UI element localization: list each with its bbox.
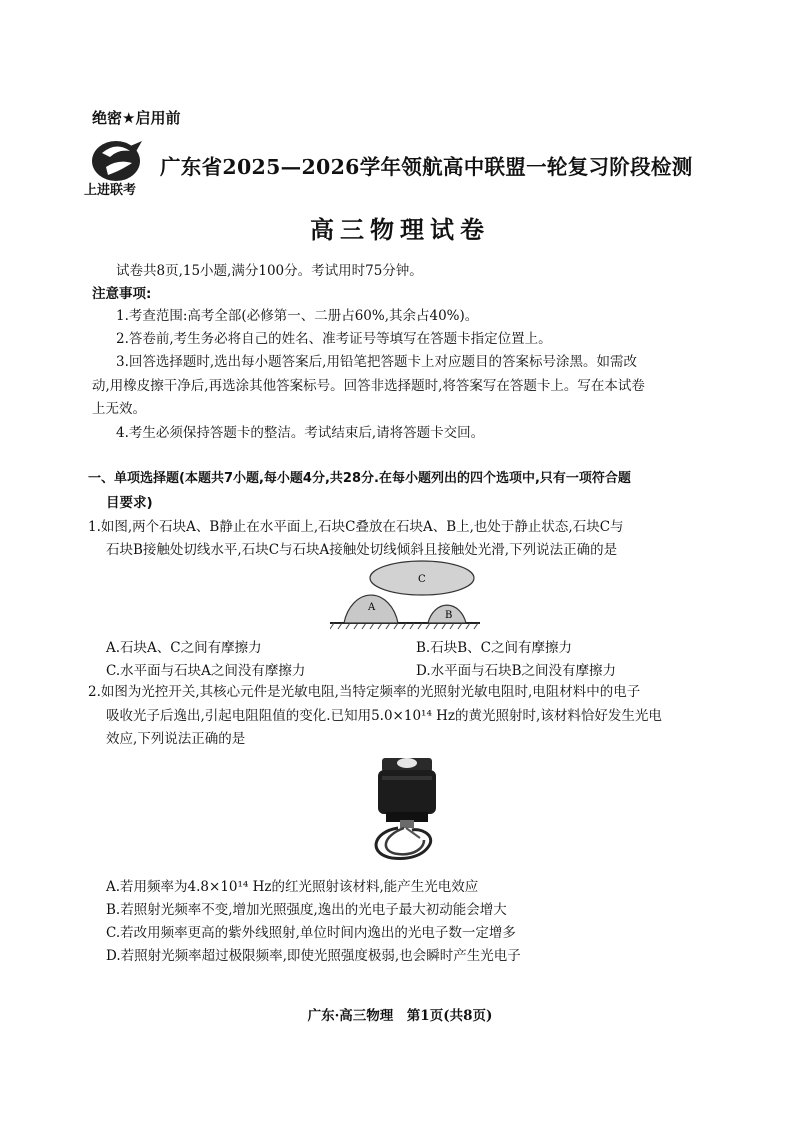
logo-text: 上进联考	[84, 183, 137, 198]
note-1: 1.考查范围:高考全部(必修第一、二册占60%,其余占40%)。	[116, 308, 479, 324]
note-4: 4.考生必须保持答题卡的整洁。考试结束后,请将答题卡交回。	[116, 425, 485, 441]
page-footer: 广东·高三物理 第1页(共8页)	[307, 1008, 493, 1024]
note-2: 2.答卷前,考生务必将自己的姓名、准考证号等填写在答题卡指定位置上。	[116, 331, 552, 347]
light-switch-photo	[368, 758, 448, 863]
q1-stem-cont: 石块B接触处切线水平,石块C与石块A接触处切线倾斜且接触处光滑,下列说法正确的是	[106, 542, 618, 558]
note-3: 3.回答选择题时,选出每小题答案后,用铅笔把答题卡上对应题目的答案标号涂黑。如需改	[116, 354, 637, 370]
q1-stem: 1.如图,两个石块A、B静止在水平面上,石块C叠放在石块A、B上,也处于静止状态,石块C与	[88, 519, 624, 535]
q1-option-b: B.石块B、C之间有摩擦力	[416, 640, 572, 656]
q1-stones-figure	[330, 560, 480, 632]
note-3-cont: 动,用橡皮擦干净后,再选涂其他答案标号。回答非选择题时,将答案写在答题卡上。写在本试卷	[92, 378, 645, 394]
q2-option-a: A.若用频率为4.8×10¹⁴ Hz的红光照射该材料,能产生光电效应	[106, 879, 479, 895]
label-b: B	[445, 610, 453, 621]
q2-option-d: D.若照射光频率超过极限频率,即使光照强度极弱,也会瞬时产生光电子	[106, 948, 521, 964]
section-heading: 一、单项选择题(本题共7小题,每小题4分,共28分.在每小题列出的四个选项中,只有一项符合题	[88, 471, 631, 486]
notes-heading: 注意事项:	[92, 286, 152, 302]
exam-title: 广东省2025—2026学年领航高中联盟一轮复习阶段检测	[160, 155, 693, 179]
exam-summary: 试卷共8页,15小题,满分100分。考试用时75分钟。	[116, 263, 423, 279]
q1-option-a: A.石块A、C之间有摩擦力	[106, 640, 262, 656]
section-heading-cont: 目要求)	[106, 495, 153, 511]
q2-stem-end: 效应,下列说法正确的是	[106, 731, 246, 747]
label-a: A	[368, 602, 376, 613]
subject-title: 高三物理试卷	[310, 216, 490, 244]
q2-stem-cont: 吸收光子后逸出,引起电阻阻值的变化.已知用5.0×10¹⁴ Hz的黄光照射时,该材料恰好发生光电	[106, 708, 662, 724]
q1-option-c: C.水平面与石块A之间没有摩擦力	[106, 663, 306, 679]
q2-option-b: B.若照射光频率不变,增加光照强度,逸出的光电子最大初动能会增大	[106, 902, 507, 918]
confidential-mark: 绝密★启用前	[92, 109, 181, 127]
q2-option-c: C.若改用频率更高的紫外线照射,单位时间内逸出的光电子数一定增多	[106, 925, 516, 941]
note-3-end: 上无效。	[92, 401, 146, 417]
label-c: C	[418, 574, 426, 585]
q2-stem: 2.如图为光控开关,其核心元件是光敏电阻,当特定频率的光照射光敏电阻时,电阻材料中的电子	[88, 684, 641, 700]
q1-option-d: D.水平面与石块B之间没有摩擦力	[416, 663, 617, 679]
